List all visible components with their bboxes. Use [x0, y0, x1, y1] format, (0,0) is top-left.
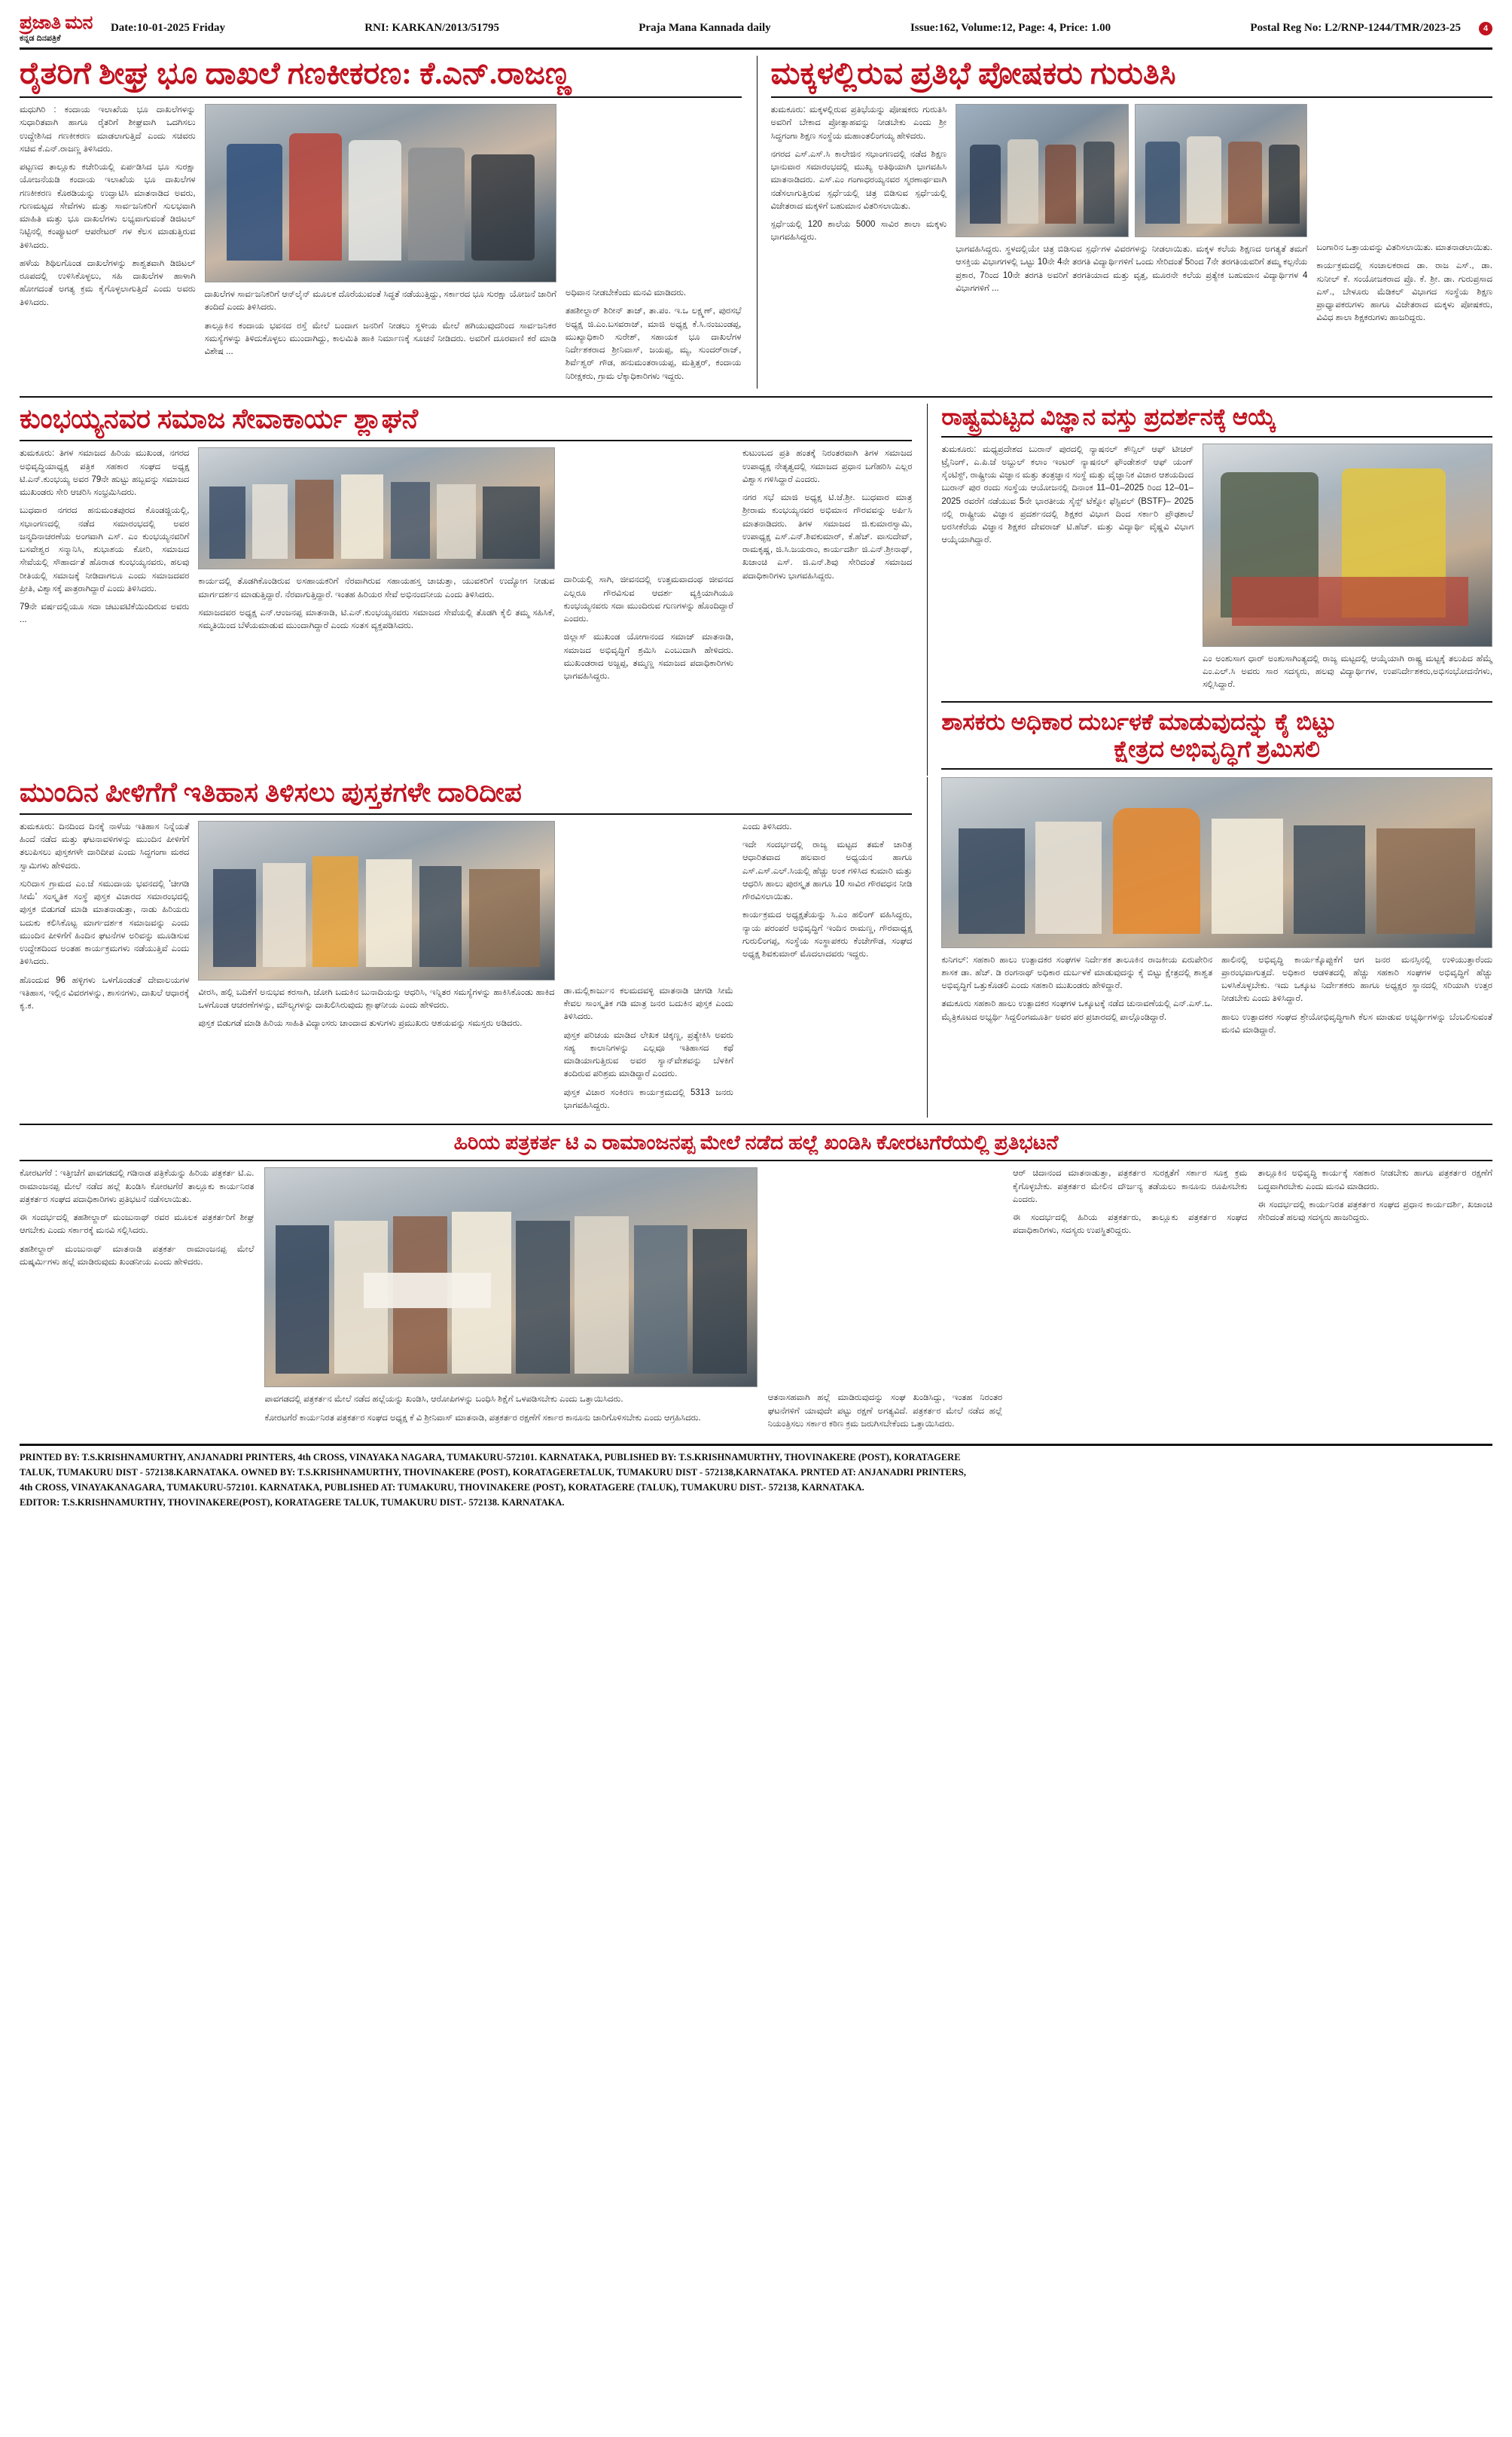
- story-kumbhayya: [20, 404, 912, 776]
- paragraph: ನಗರದ ಎಸ್.ಎಸ್.ಸಿ ಕಾಲೇಜಿನ ಸಭಾಂಗಣದಲ್ಲಿ ನಡೆದ ಶಿಕ್ಷಣ ಭಾನುವಾರ ಸಮಾರಂಭದಲ್ಲಿ ಮುಖ್ಯ ಅತಿಥಿಯಾಗಿ ಭಾಗವಹಿಸಿ ಮಾತನಾಡಿದರು. ಎಸ್.ಎಂ ಗಂಗಾಧರಯ್ಯನವರ ಸ್ಮರಣಾರ್ಥವಾಗಿ ನಡೆಸಲಾಗುತ್ತಿರುವ ಸ್ಪರ್ಧೆಯಲ್ಲಿ ಚಿತ್ರ ಬಿಡಿಸುವ ಸ್ಪರ್ಧೆಯಲ್ಲಿ ವಿಜೇತರಾದ ಮಕ್ಕಳಿಗೆ ಬಹುಮಾನ ವಿತರಿಸಲಾಯಿತು.: [770, 149, 947, 211]
- paragraph: ಡಾ.ಮಲ್ಲಿಕಾರ್ಜುನ ಕಲಮದವಳ್ಳಿ ಮಾತನಾಡಿ ಚೀಗಡಿ ಸೀಮೆ ಕೇವಲ ಸಾಂಸ್ಕೃತಿಕ ಗಡಿ ಮಾತ್ರ ಜನರ ಬದುಕಿನ ಪುಸ್ತಕ ಎಂದು ತಿಳಿಸಿದರು.: [563, 986, 733, 1022]
- logo-title: ಪ್ರಜಾತಿ ಮನ: [20, 13, 93, 33]
- paragraph: ಈ ಸಂದರ್ಭದಲ್ಲಿ ಹಿರಿಯ ಪತ್ರಕರ್ತರು, ತಾಲ್ಲೂಕು ಪತ್ರಕರ್ತರ ಸಂಘದ ಪದಾಧಿಕಾರಿಗಳು, ಸದಸ್ಯರು ಉಪಸ್ಥಿತರಿದ್ದರು.: [1013, 1213, 1248, 1236]
- paragraph: ಹಳೆಯ ಶಿಥಿಲಗೊಂಡ ದಾಖಲೆಗಳನ್ನು ಶಾಶ್ವತವಾಗಿ ಡಿಜಿಟಲ್ ರೂಪದಲ್ಲಿ ಉಳಿಸಿಕೊಳ್ಳಲು, ಸಹಿ ದಾಖಲೆಗಳ ಹಾಳಾಗಿ ಹೋಗದಂತೆ ಅಗತ್ಯ ಕ್ರಮ ಕೈಗೊಳ್ಳಲಾಗುತ್ತಿದೆ ಎಂದು ಅವರು ತಿಳಿಸಿದರು.: [20, 258, 196, 307]
- story5-col1: [941, 954, 1212, 1043]
- paragraph: ಆರ್ ಚಿದಾನಂದ ಮಾತನಾಡುತ್ತಾ, ಪತ್ರಕರ್ತರ ಸುರಕ್ಷತೆಗೆ ಸರ್ಕಾರ ಸೂಕ್ತ ಕ್ರಮ ಕೈಗೊಳ್ಳಬೇಕು. ಪತ್ರಕರ್ತರ ಮೇಲಿನ ದೌರ್ಜನ್ಯ ತಡೆಯಲು ಕಾನೂನು ರೂಪಿಸಬೇಕು ಎಂದರು.: [1013, 1169, 1248, 1204]
- story3-headline: ಕುಂಭಯ್ಯನವರ ಸಮಾಜ ಸೇವಾಕಾರ್ಯ ಶ್ಲಾಘನೆ: [20, 403, 419, 434]
- story3-col1: [20, 447, 189, 688]
- story3-col3: [564, 447, 733, 688]
- photo-land-records-office: [205, 104, 556, 282]
- imprint-line-1: PRINTED BY: T.S.KRISHNAMURTHY, ANJANADRI PRINTERS, 4th CROSS, VINAYAKA NAGARA, TUMAKURU-572101. KARNATAKA, PUBLISHED BY: T.S.KRISHNAMURTHY, THOVINAKERE (POST), KORATAGERE: [20, 1452, 961, 1463]
- story5-col2: [1221, 954, 1492, 1043]
- paragraph: ಪುಸ್ತಕ ವಿಚಾರ ಸಂಕಿರಣ ಕಾರ್ಯಕ್ರಮದಲ್ಲಿ 5313 ಜನರು ಭಾಗವಹಿಸಿದ್ದರು.: [563, 1087, 733, 1110]
- story5-body: [927, 777, 1492, 1118]
- story5-headline-line2: ಕ್ಷೇತ್ರದ ಅಭಿವೃದ್ಧಿಗೆ ಶ್ರಮಿಸಲಿ: [1114, 735, 1320, 762]
- story-journalist-protest: [20, 1131, 1492, 1436]
- paragraph: ಎಂ ಅಂಶುಸಾಗ ಧಾರ್ ಅಂಶುಸಾಗಿಂತ್ಯದಲ್ಲಿ ರಾಜ್ಯ ಮಟ್ಟದಲ್ಲಿ ಆಯ್ಕೆಯಾಗಿ ರಾಷ್ಟ್ರ ಮಟ್ಟಕ್ಕೆ ತಲುಪಿದ ಹೆಮ್ಮೆ ಎಂ.ಎಲ್.ಸಿ ಅವರು ಸಾರ ಸದಸ್ಯರು, ಹಲವು ವಿದ್ಯಾರ್ಥಿಗಳ, ಉಪನಿರ್ದೇಶಕರು,ಅಭಿಸಂಭೋದನೆಗಳು, ಸಲ್ಲಿಸಿದ್ದಾರೆ.: [1203, 654, 1492, 690]
- story6-col3: [564, 821, 733, 1118]
- photo-journalist-protest: [264, 1167, 757, 1387]
- story-land-records: [20, 56, 742, 389]
- masthead-issue: Issue:162, Volume:12, Page: 4, Price: 1.00: [910, 22, 1111, 34]
- paragraph: ಕಾರ್ಯಕ್ರಮದ ಅಧ್ಯಕ್ಷತೆಯನ್ನು ಸಿ.ಎಂ ಹಲಿಂಗ್ ವಹಿಸಿದ್ದರು, ನ್ಯಾಯ ಪರಂಪರೆ ಅಭಿವೃದ್ಧಿಗೆ ಇಂದಿನ ರಾಮಣ್ಣ, ಗೌರವಾಧ್ಯಕ್ಷ ಗುರುಲಿಂಗಪ್ಪ, ಸಂಸ್ಥೆಯ ಸಂಸ್ಥಾಪಕರು ಕೆಂಚೇಗೌಡ, ಸಂಘದ ಅಧ್ಯಕ್ಷ ಶಿವಕುಮಾರ್ ಮೊದಲಾದವರು ಇದ್ದರು.: [742, 910, 913, 959]
- paragraph: ವೀರಸಿ, ಹಲ್ಲಿ ಬದಿಕೆಗೆ ಅನುಭವ ಕರಸಾಗಿ, ಜೋಗಿ ಬದುಕಿನ ಬುನಾದಿಯನ್ನು ಆಧರಿಸಿ, ಇನ್ನಿತರ ಸಮಸ್ಯೆಗಳನ್ನು ಹಾಕಿಸಿಕೊಂಡು ಹಾಕಿದ ಒಳಗೊಂಡ ಆಚರಣೆಗಳನ್ನು, ಮೌಲ್ಯಗಳನ್ನು ದಾಖಲಿಸಿರುವುದು ಶ್ಲಾಘನೀಯ ಎಂದು ಹೇಳಿದರು.: [198, 987, 555, 1011]
- story7-headline: ಹಿರಿಯ ಪತ್ರಕರ್ತ ಟಿ ಎ ರಾಮಾಂಜನಪ್ಪ ಮೇಲೆ ನಡೆದ ಹಲ್ಲೆ ಖಂಡಿಸಿ ಕೋರಟಗೆರೆಯಲ್ಲಿ ಪ್ರತಿಭಟನೆ: [453, 1131, 1059, 1154]
- paragraph: ತುಮಕೂರು: ತಿಗಳ ಸಮಾಜದ ಹಿರಿಯ ಮುಖಂಡ, ನಗರದ ಅಭಿವೃದ್ಧಿಯಾಧ್ಯಕ್ಷ ಪತ್ರಿಕ ಸಹಕಾರ ಸಂಘದ ಅಧ್ಯಕ್ಷ ಟಿ.ಎನ್.ಕುಂಭಯ್ಯ ಅವರ 79ನೇ ಹುಟ್ಟು ಹಬ್ಬವನ್ನು ಸಮಾಜದ ಮುಖಂಡರು ಸೇರಿ ಆಚರಿಸಿ ಸಂಭ್ರಮಿಸಿದರು.: [20, 449, 190, 498]
- logo-subtitle: ಕನ್ನಡ ದಿನಪತ್ರಿಕೆ: [20, 34, 61, 43]
- story7-col5: [1258, 1167, 1492, 1436]
- story1-headline: ರೈತರಿಗೆ ಶೀಘ್ರ ಭೂ ದಾಖಲೆ ಗಣಕೀಕರಣ: ಕೆ.ಎನ್.ರಾಜಣ್ಣ: [20, 56, 572, 90]
- second-band: [20, 404, 1492, 776]
- story6-col1: [20, 821, 189, 1118]
- story6-middle: [198, 821, 554, 1118]
- story-children-talent: [757, 56, 1493, 389]
- story6-col4: [742, 821, 912, 1118]
- paragraph: ಪುಸ್ತಕ ಪರಿಚಯ ಮಾಡಿದ ಲೇಖಕ ಚಿಕ್ಕಣ್ಣ, ಪ್ರತ್ಯೇಕಿಸಿ ಅವರು ಸಹ್ಯ ಕಾಲಾನಿಗಳನ್ನು ಎಲ್ಲವೂ ಇತಿಹಾಸದ ಕಥೆ ಮಾಡಿಯಾಗುತ್ತಿರುವ ಅವರ ಸ್ಯಾನ್‌ವೇಶವನ್ನು ಬೆಳಕಿಗೆ ತಂದಿರುವ ಪರಿಶ್ರಮ ಮಾಡಿದ್ದಾರೆ ಎಂದರು.: [563, 1030, 733, 1079]
- paragraph: ಮಧುಗಿರಿ : ಕಂದಾಯ ಇಲಾಖೆಯ ಭೂ ದಾಖಲೆಗಳನ್ನು ಸುಧಾರಿತವಾಗಿ ಹಾಗೂ ರೈತರಿಗೆ ಶೀಘ್ರವಾಗಿ ಒದಗಿಸಲು ಉದ್ದೇಶಿಸಿದ ಗಣಕೀಕರಣ ಮಾಡಲಾಗುತ್ತಿದೆ ಎಂದು ಸಚಿವರು ಸಚಿವ ಕೆ.ಎನ್.ರಾಜಣ್ಣ ತಿಳಿಸಿದರು.: [20, 105, 196, 154]
- masthead-title: Praja Mana Kannada daily: [639, 22, 771, 34]
- story2-headline: ಮಕ್ಕಳಲ್ಲಿರುವ ಪ್ರತಿಭೆ ಪೋಷಕರು ಗುರುತಿಸಿ: [770, 56, 1176, 90]
- paragraph: ಪಟ್ಟಣದ ತಾಲ್ಲೂಕು ಕಚೇರಿಯಲ್ಲಿ ಏರ್ಪಡಿಸಿದ ಭೂ ಸುರಕ್ಷಾ ಯೋಜನೆಯಡಿ ಕಂದಾಯ ಇಲಾಖೆಯ ಭೂ ದಾಖಲೆಗಳ ಗಣಕೀಕರಣ ಕೊಠಡಿಯನ್ನು ಉದ್ಘಾಟಿಸಿ ಮಾತನಾಡಿದ ಅವರು, ಗುಣಮಟ್ಟದ ಸೇವೆಗಳು ಮತ್ತು ಸಾರ್ವಜನಿಕರಿಗೆ ಸುಲಭವಾಗಿ ಮಾಹಿತಿ ಮತ್ತು ಭೂ ದಾಖಲೆಗಳು ಲಭ್ಯವಾಗುವಂತೆ ಡಿಜಿಟಲ್ ನಿಟ್ಟಿನಲ್ಲಿ ಕಂಪ್ಯೂಟರ್ ಆಪರೇಟರ್ ಗಳ ಕೆಲಸ ಮಾಡುತ್ತಿರುವ ತಿಳಿಸಿದರು.: [20, 163, 196, 250]
- paragraph: ತಹಶೀಲ್ದಾರ್ ಮಂಜುನಾಥ್ ಮಾತನಾಡಿ ಪತ್ರಕರ್ತ ರಾಮಾಂಜನಪ್ಪ ಮೇಲೆ ದುಷ್ಕರ್ಮಿಗಳು ಹಲ್ಲೆ ಮಾಡಿರುವುದು ಖಂಡನೀಯ ಎಂದು ಹೇಳಿದರು.: [20, 1244, 255, 1267]
- paragraph: ಪಾವಗಡದಲ್ಲಿ ಪತ್ರಕರ್ತನ ಮೇಲೆ ನಡೆದ ಹಲ್ಲೆಯನ್ನು ಖಂಡಿಸಿ, ಆರೋಪಿಗಳನ್ನು ಬಂಧಿಸಿ ಶಿಕ್ಷೆಗೆ ಒಳಪಡಿಸಬೇಕು ಎಂದು ಒತ್ತಾಯಿಸಿದರು.: [264, 1395, 623, 1405]
- story7-photo-col: [264, 1167, 757, 1436]
- paragraph: ತಾಲ್ಲೂಕಿನ ಅಭಿವೃದ್ಧಿ ಕಾರ್ಯಕ್ಕೆ ಸಹಕಾರ ನೀಡಬೇಕು ಹಾಗೂ ಪತ್ರಕರ್ತರ ರಕ್ಷಣೆಗೆ ಬದ್ಧವಾಗಿರಬೇಕು ಎಂದು ಮನವಿ ಮಾಡಿದರು.: [1257, 1169, 1492, 1191]
- paragraph: ಕುಟುಂಬದ ಪ್ರತಿ ಹಂತಕ್ಕೆ ನಿರಂತರವಾಗಿ ತಿಗಳ ಸಮಾಜದ ಉಪಾಧ್ಯಕ್ಷ ನೇತೃತ್ವದಲ್ಲಿ ಸಮಾಜದ ಪ್ರಧಾನ ಬಗೆಹರಿಸಿ ಎಲ್ಲರ ವಿಶ್ವಾಸ ಗಳಿಸಿದ್ದಾರೆ ಎಂದರು.: [742, 449, 913, 484]
- paragraph: ತಾಲ್ಲೂಕಿನ ಕಂದಾಯ ಭವನದ ರಸ್ತೆ ಮೇಲೆ ಬಂದಾಗ ಜನರಿಗೆ ನೀಡಲು ಸ್ಥಳೀಯ ಮೇಲೆ ಹಗಿಯುವುದರಿಂದ ಸಾರ್ವಜನಿಕರ ಸಮಸ್ಯೆಗಳನ್ನು ತಿಳಿದುಕೊಳ್ಳಲು ಮುಂದಾಗಿದ್ದು, ಕಾಲಮಿತಿ ಹಾಕಿ ನಿರ್ಮಾಣಕ್ಕೆ ಸೂಚನೆ ನೀಡಿದರು. ಅವರಿಗೆ ದೂರವಾಣಿ ಕರೆ ಮಾಡಿ ವಿಶೇಷ ...: [204, 321, 556, 357]
- paragraph: ಹಾಲು ಉತ್ಪಾದಕರ ಸಂಘದ ಶ್ರೇಯೋಭಿವೃದ್ಧಿಗಾಗಿ ಕೆಲಸ ಮಾಡುವ ಅಭ್ಯರ್ಥಿಗಳನ್ನು ಬೆಂಬಲಿಸುವಂತೆ ಮನವಿ ಮಾಡಿದ್ದಾರೆ.: [1221, 1012, 1493, 1035]
- paragraph: ಸ್ಪರ್ಧೆಯಲ್ಲಿ 120 ಶಾಲೆಯ 5000 ಸಾವಿರ ಶಾಲಾ ಮಕ್ಕಳು ಭಾಗವಹಿಸಿದ್ದರು.: [770, 220, 947, 242]
- paragraph: ಈ ಸಂದರ್ಭದಲ್ಲಿ ಕಾರ್ಯನಿರತ ಪತ್ರಕರ್ತರ ಸಂಘದ ಪ್ರಧಾನ ಕಾರ್ಯದರ್ಶಿ, ಖಜಾಂಚಿ ಸೇರಿದಂತೆ ಹಲವು ಸದಸ್ಯರು ಹಾಜರಿದ್ದರು.: [1257, 1200, 1492, 1222]
- paragraph: ಭಾಗವಹಿಸಿದ್ದರು. ಸ್ಥಳದಲ್ಲಿಯೇ ಚಿತ್ರ ಬಿಡಿಸುವ ಸ್ಪರ್ಧೆಗಳ ವಿವರಗಳನ್ನು ನೀಡಲಾಯಿತು. ಮಕ್ಕಳ ಕಲೆಯ ಶಿಕ್ಷಣದ ಅಗತ್ಯತೆ ತಮಗೆ ಆಸಕ್ತಿಯ ವಿಭಾಗಗಳಲ್ಲಿ ಒಟ್ಟು 10ನೇ 4ನೇ ತರಗತಿ ವಿದ್ಯಾರ್ಥಿಗಳಿಗೆ ಒಂದು ಸೇರಿದಂತೆ 5ರಿಂದ 7ನೇ ತರಗತಿಯವರಿಗೆ ತಮ್ಮ ಕಲ್ಪನೆಯ ಪ್ರಕಾರ, 7ರಿಂದ 10ನೇ ತರಗತಿ ಅವರಿಗೆ ತರಗತಿಯಾದ ಮತ್ತು ವೃತ್ತ, ಮೂರನೇ ಕಲೆಯ ಪ್ರತ್ಯೇಕ ಬಹುಮಾನ ವಿದ್ಯಾರ್ಥಿಗಳ 4 ವಿಭಾಗಗಳಿಗೆ ...: [956, 245, 1308, 293]
- page-number-badge: 4: [1479, 22, 1492, 35]
- masthead-meta: [103, 22, 1468, 35]
- photo-kumbhayya-felicitation: [198, 447, 554, 569]
- story7-col1: [20, 1167, 254, 1436]
- paragraph: ಪುಸ್ತಕ ಬಿಡುಗಡೆ ಮಾಡಿ ಹಿರಿಯ ಸಾಹಿತಿ ವಿದ್ಯಾಂಸರು ಚಾಂದಾದ ತುಳುಗಳು ಪ್ರಮುಖರು ಆಶಯವನ್ನು ಸಮಸ್ತರು ಅಡಿದರು.: [198, 1019, 523, 1029]
- paragraph: ಆತನಾಸಹವಾಗಿ ಹಲ್ಲೆ ಮಾಡಿರುವುದನ್ನು ಸಂಘ ಖಂಡಿಸಿದ್ದು, ಇಂತಹ ನಿರಂತರ ಘಟನೆಗಳಿಗೆ ಯಾವುದೇ ಪಟ್ಟು ರಕ್ಷಣೆ ಅಗತ್ಯವಿದೆ. ಪತ್ರಕರ್ತರ ಮೇಲೆ ನಡೆದ ಹಲ್ಲೆ ನಿಯಂತ್ರಿಸಲು ಸರ್ಕಾರ ಕಠಿಣ ಕ್ರಮ ಜರುಗಿಸಬೇಕೆಂದು ಒತ್ತಾಯಿಸಿದರು.: [767, 1393, 1003, 1429]
- story3-middle: [198, 447, 554, 688]
- paragraph: ಕಾರ್ಯಕ್ರಮದಲ್ಲಿ ಸಂಚಾಲಕರಾದ ಡಾ. ರಾಜ ಎಸ್., ಡಾ. ಸುನೀಲ್ ಕೆ. ಸಂಯೋಜಕರಾದ ಪ್ರೊ. ಕೆ. ಶ್ರೀ. ಡಾ. ಗುರುಪ್ರಸಾದ ಎಸ್., ಬೇಳೂರು ಮೆಡಿಕಲ್ ವಿಭಾಗದ ಸಂಸ್ಥೆಯ ಶಿಕ್ಷಣ ಪ್ರಾಧ್ಯಾಪಕರುಗಳು ಹಾಗೂ ವಿಜೇತರಾದ ಮಕ್ಕಳು ಪೋಷಕರು, ವಿವಿಧ ಶಾಲಾ ಶಿಕ್ಷಕರುಗಳು ಹಾಜರಿದ್ದರು.: [1316, 261, 1492, 323]
- paragraph: ಕುನಿಗಲ್: ಸಹಕಾರಿ ಹಾಲು ಉತ್ಪಾದಕರ ಸಂಘಗಳ ನಿರ್ದೇಶಕ ತಾಲೂಕಿನ ರಾಜಕೀಯ ಏರುಪೇರಿನ ಶಾಸಕ ಡಾ. ಹೆಚ್. ಡಿ ರಂಗನಾಥ್ ಅಧಿಕಾರ ದುರ್ಬಳಕೆ ಮಾಡುವುದನ್ನು ಕೈ ಬಿಟ್ಟು ಕ್ಷೇತ್ರದಲ್ಲಿ ಶಾಶ್ವತ ಅಭಿವೃದ್ಧಿಗೆ ಒತ್ತುಕೊಡಲಿ ಎಂದು ಸಹಕಾರಿ ಮುಖಂಡರು ಹೇಳಿದ್ದಾರೆ.: [941, 955, 1213, 991]
- paragraph: ಸಮಾಜದವರ ಅಧ್ಯಕ್ಷ ಎನ್.ಆಂಜನಪ್ಪ ಮಾತನಾಡಿ, ಟಿ.ಎನ್.ಕುಂಭಯ್ಯನವರು ಸಮಾಜದ ಸೇವೆಯಲ್ಲಿ ತೊಡಗಿ ಕೈಲಿ ತಮ್ಮ ಸಹಿಸಿಕೆ, ಸಮ್ಮತಿಯಿಂದ ಬೆಳೆಯಮಾಡುವ ಮುಂದಾಗಿದ್ದಾರೆ ಎಂದು ಸಂತಸ ವ್ಯಕ್ತಪಡಿಸಿದರು.: [198, 608, 555, 631]
- masthead: [20, 14, 1492, 50]
- top-band: [20, 56, 1492, 389]
- story7-col3: [768, 1167, 1002, 1436]
- paragraph: ಸುರಿದಾಸ ಗ್ರಾಮದ ಎಂ.ಜೆ ಸಮುದಾಯ ಭವನದಲ್ಲಿ 'ಚೀಗಡಿ ಸೀಮೆ' ಸಂಸ್ಕೃತಿಕ ಸಂಸ್ಥೆ ಪುಸ್ತಕ ವಿಚಾರದ ಸಮಾರಂಭದಲ್ಲಿ ಪುಸ್ತಕ ಬಿಡುಗಡೆ ಮಾಡಿ ಮಾತನಾಡುತ್ತಾ, ನಾಡು ಹಿರಿಯರು ಬದುಕು ಕಲಿಸಿಕೊಟ್ಟ ಮಾರ್ಗದರ್ಶಕ ಸಮಾಜವನ್ನು ಎಂದು ಮುಂದಿನ ಪೀಳಿಗೆಗೆ ಹಿಂದಿನ ಘಟನೆಗಳ ಅರಿವನ್ನು ಮೂಡಿಸುವ ಉದ್ದೇಶದಿಂದ ಅಂತಹ ಕಾರ್ಯಕ್ರಮಗಳು ನಡೆಯುತ್ತಿವೆ ಎಂದು ತಿಳಿಸಿದರು.: [20, 879, 190, 967]
- paragraph: ಕಾರ್ಯದಲ್ಲಿ ತೊಡಗಿಕೊಂಡಿರುವ ಅಸಹಾಯಕರಿಗೆ ನೆರವಾಗಿರುವ ಸಹಾಯಹಸ್ತ ಚಾಚುತ್ತಾ, ಯುವಕರಿಗೆ ಉದ್ಯೋಗ ನೀಡುವ ಮಾರ್ಗದರ್ಶನ ಮಾಡುತ್ತಿದ್ದಾರೆ. ನೆರವಾಗುತ್ತಿದ್ದಾರೆ. ಇಂತಹ ಹಿರಿಯರ ಸೇವೆ ಅಭಿನಂದನೀಯ ಎಂದು ತಿಳಿಸಿದರು.: [198, 577, 555, 599]
- story2-middle: [956, 104, 1307, 331]
- masthead-postal: Postal Reg No: L2/RNP-1244/TMR/2023-25: [1250, 22, 1461, 34]
- paragraph: ದಾರಿಯಲ್ಲಿ ಸಾಗಿ, ಜೀವನದಲ್ಲಿ ಉತ್ತಮವಾದಂಥ ಜೀವನದ ಎಲ್ಲರೂ ಗೌರವಿಸುವ ಆದರ್ಶ ವ್ಯಕ್ತಿಯಾಗಿಯೂ ಕುಂಭಯ್ಯನವರು ಸದಾ ಮುಂದಿರುವ ಗುಣಗಳನ್ನು ಹೊಂದಿದ್ದಾರೆ ಎಂದರು.: [563, 575, 733, 624]
- story7-col4: [1013, 1167, 1247, 1436]
- paragraph: ತುಮಕೂರು: ದಿನದಿಂದ ದಿನಕ್ಕೆ ನಾಳೆಯ ಇತಿಹಾಸ ನಿನ್ನೆಯತೆ ಹಿಂದೆ ನಡೆದ ಮತ್ತು ಘಟನಾವಳಿಗಳನ್ನು ಮುಂದಿನ ಪೀಳಿಗೆಗೆ ತಲುಪಿಸಲು ಪುಸ್ತಕಗಳೇ ದಾರಿದೀಪ ಎಂದು ಸಿದ್ಧಗಂಗಾ ಮಠದ ಸ್ವಾಮಿಗಳು ಹೇಳಿದರು.: [20, 822, 190, 871]
- story4-col1: [941, 444, 1193, 697]
- story2-col3: [1316, 104, 1492, 331]
- story4-right: [1203, 444, 1492, 697]
- paragraph: ಅಧಿವಾನ ನೀಡಬೇಕೆಂದು ಮನವಿ ಮಾಡಿದರು.: [565, 288, 687, 298]
- paragraph: ತುಮಕೂರು: ಮಕ್ಕಳಲ್ಲಿರುವ ಪ್ರತಿಭೆಯನ್ನು ಪೋಷಕರು ಗುರುತಿಸಿ ಅವರಿಗೆ ಬೇಕಾದ ಪ್ರೋತ್ಸಾಹವನ್ನು ನೀಡಬೇಕು ಎಂದು ಶ್ರೀ ಸಿದ್ಧಗಂಗಾ ಶಿಕ್ಷಣ ಸಂಸ್ಥೆಯ ಮಹಾಂತಲಿಂಗಯ್ಯ ಹೇಳಿದರು.: [770, 105, 947, 141]
- imprint-line-4: EDITOR: T.S.KRISHNAMURTHY, THOVINAKERE(POST), KORATAGERE TALUK, TUMAKURU DIST.- 572138. KARNATAKA.: [20, 1497, 565, 1508]
- photo-science-fair-winners: [1203, 444, 1492, 647]
- paragraph: ಇದೇ ಸಂದರ್ಭದಲ್ಲಿ ರಾಜ್ಯ ಮಟ್ಟದ ತಮಕೆ ಚಾರಿತ್ರ ಆಧಾರಿತವಾದ ಹಲವಾರ ಅಧ್ಯಯನ ಹಾಗೂ ಎಸ್.ಎಸ್.ಎಲ್.ಸಿಯಲ್ಲಿ ಹೆಚ್ಚು ಅಂಕ ಗಳಿಸಿದ ಕುಮಾರಿ ಮತ್ತು ಆಧರಿಸಿ ಹಾಲು ಪುರಸ್ಕೃತ ಹಾಗೂ 10 ಸಾವಿರ ಗೌರವಧನ ನೀಡಿ ಗೌರವಿಸಲಾಯಿತು.: [742, 840, 913, 902]
- paragraph: ತಮಕೂರು ಸಹಕಾರಿ ಹಾಲು ಉತ್ಪಾದಕರ ಸಂಘಗಳ ಒಕ್ಕೂಟಕ್ಕೆ ನಡೆದ ಚುನಾವಣೆಯಲ್ಲಿ ಎನ್.ಎಸ್.ಒ. ಮೈತ್ರಿಕೂಟದ ಅಭ್ಯರ್ಥಿ ಸಿದ್ದಲಿಂಗಮೂರ್ತಿ ಅವರ ಪರ ಪ್ರಚಾರದಲ್ಲಿ ಪಾಲ್ಗೊಂಡಿದ್ದಾರೆ.: [941, 999, 1213, 1022]
- paragraph: ಜಿಲ್ಲಾಸ್ ಮುಖಂಡ ಯೋಗಾನಂದ ಸಮಾಜ್ ಮಾತನಾಡಿ, ಸಮಾಜದ ಅಭಿವೃದ್ಧಿಗೆ ಶ್ರಮಿಸಿ ಎಂಬುದಾಗಿ ಹೇಳಿದರು. ಮುಖಂಡರಾದ ಅಜ್ಜಪ್ಪ, ತಮ್ಮಣ್ಣ ಸಮಾಜದ ಪದಾಧಿಕಾರಿಗಳು ಭಾಗವಹಿಸಿದ್ದರು.: [563, 633, 733, 682]
- paragraph: ಕೋರಟಗೆರೆ : ಇತ್ತೀಚೆಗೆ ಪಾವಗಡದಲ್ಲಿ ಗಡಿನಾಡ ಪತ್ರಿಕೆಯನ್ನು ಹಿರಿಯ ಪತ್ರಕರ್ತ ಟಿ.ಎ. ರಾಮಾಂಜನಪ್ಪ ಮೇಲೆ ನಡೆದ ಹಲ್ಲೆ ಖಂಡಿಸಿ ಕೋರಟಗೆರೆ ತಾಲ್ಲೂಕು ಕಾರ್ಯನಿರತ ಪತ್ರಕರ್ತರ ಸಂಘದ ಪದಾಧಿಕಾರಿಗಳು ಪ್ರತಿಭಟನೆ ನಡೆಸಲಾಯಿತು.: [20, 1169, 255, 1204]
- imprint-line-3: 4th CROSS, VINAYAKANAGARA, TUMAKURU-572101. KARNATAKA, PUBLISHED AT: TUMAKURU, THOVINAKERE (POST), KORATAGERE (TALUK), TUMAKURU DIST.- 572138, KARNATAKA.: [20, 1482, 864, 1493]
- paragraph: ನಗರ ಸಭೆ ಮಾಜಿ ಅಧ್ಯಕ್ಷ ಟಿ.ಜೆ.ಶ್ರೀ. ಬುಧವಾರ ಮಾತ್ರ ಶ್ರೀರಾಮ ಕುಂಭಯ್ಯನವರ ಅಭಿಮಾನ ಗೌರವವನ್ನು ಅರ್ಪಿಸಿ ಮಾತನಾಡಿದರು. ತಿಗಳ ಸಮಾಜದ ಜಿ.ಕುಮಾರಸ್ವಾಮಿ, ಉಪಾಧ್ಯಕ್ಷ ಎಸ್.ಎನ್.ಶಿವಕುಮಾರ್, ಕೆ.ಹೆಚ್. ವಾಸುದೇವ್, ರಾಮಕೃಷ್ಣ, ಜಿ.ಸಿ.ಜಯರಾಂ, ಕಾರ್ಯದರ್ಶಿ ಜಿ.ಎನ್.ಶ್ರೀನಾಥ್, ಖಜಾಂಚಿ ಎಸ್. ಜಿ.ಎನ್.ಶಿವು ಸೇರಿದಂತೆ ಸಮಾಜದ ಪದಾಧಿಕಾರಿಗಳು ಭಾಗವಹಿಸಿದ್ದರು.: [742, 493, 913, 581]
- paragraph: ಎಂದು ತಿಳಿಸಿದರು.: [742, 822, 792, 831]
- story2-col1: [771, 104, 947, 331]
- paragraph: ಕೋರಟಗೆರೆ ಕಾರ್ಯನಿರತ ಪತ್ರಕರ್ತರ ಸಂಘದ ಅಧ್ಯಕ್ಷ ಕೆ ವಿ ಶ್ರೀನಿವಾಸ್ ಮಾತನಾಡಿ, ಪತ್ರಕರ್ತರ ರಕ್ಷಣೆಗೆ ಸರ್ಕಾರ ಕಾನೂನು ಜಾರಿಗೊಳಿಸಬೇಕು ಎಂದು ಆಗ್ರಹಿಸಿದರು.: [264, 1413, 701, 1423]
- imprint-line-2: TALUK, TUMAKURU DIST - 572138.KARNATAKA. OWNED BY: T.S.KRISHNAMURTHY, THOVINAKERE (POST), KORATAGERETALUK, TUMAKURU DIST - 572138,KARNATAKA. PRNTED AT: ANJANADRI PRINTERS,: [20, 1467, 966, 1478]
- photo-students-award-ceremony-2: [1135, 104, 1308, 237]
- paragraph: ಬಂಗಾರಿನ ಒತ್ತಾಯವನ್ನು ವಿತರಿಸಲಾಯಿತು. ಮಾತನಾಡಲಾಯಿತು.: [1316, 243, 1492, 253]
- story-science-and-mla: [927, 404, 1492, 776]
- paragraph: 79ನೇ ವರ್ಷದಲ್ಲಿಯೂ ಸದಾ ಚಟುವಟಿಕೆಯಿಂದಿರುವ ಅವರು ...: [20, 602, 190, 625]
- story6-headline: ಮುಂದಿನ ಪೀಳಿಗೆಗೆ ಇತಿಹಾಸ ತಿಳಿಸಲು ಪುಸ್ತಕಗಳೇ ದಾರಿದೀಪ: [20, 776, 522, 807]
- paragraph: ಈ ಸಂದರ್ಭದಲ್ಲಿ ತಹಶೀಲ್ದಾರ್ ಮಂಜುನಾಥ್ ರವರ ಮೂಲಕ ಪತ್ರಕರ್ತರಿಗೆ ಶೀಘ್ರ ಆಗಬೇಕು ಎಂದು ಸರ್ಕಾರಕ್ಕೆ ಮನವಿ ಸಲ್ಲಿಸಿದರು.: [20, 1213, 255, 1236]
- photo-book-release: [198, 821, 554, 981]
- story3-col4: [742, 447, 912, 688]
- newspaper-logo: [20, 14, 93, 43]
- masthead-rni: RNI: KARKAN/2013/51795: [364, 22, 499, 34]
- third-band: [20, 777, 1492, 1118]
- story4-headline: ರಾಷ್ಟ್ರಮಟ್ಟದ ವಿಜ್ಞಾನ ವಸ್ತು ಪ್ರದರ್ಶನಕ್ಕೆ ಆಯ್ಕೆ: [941, 403, 1276, 430]
- story-history-books: [20, 777, 912, 1118]
- story1-col3: [565, 104, 742, 389]
- imprint-footer: [20, 1444, 1492, 1510]
- photo-garland-felicitation: [941, 777, 1492, 948]
- photo-students-award-ceremony-1: [956, 104, 1129, 237]
- paragraph: ಹಾಲಿನಲ್ಲಿ ಅಭಿವೃದ್ಧಿ ಕಾರ್ಯಕ್ಕೊಪ್ಪುಕೆಗೆ ಆಗ ಜನರ ಮನಸ್ಸಿನಲ್ಲಿ ಉಳಿಯುತ್ತಾರೆಂದು ಪ್ರಾರಂಭವಾಗುತ್ತದೆ. ಅಧಿಕಾರ ಆಡಳಿತದಲ್ಲಿ ಹೆಚ್ಚು ಸಹಕಾರಿ ಸಂಘಗಳ ಅಭಿವೃದ್ಧಿಗೆ ಹೆಚ್ಚು ಬಳಸಿಕೊಳ್ಳಬೇಕು. ಇದು ಒಕ್ಕೂಟ ನಿರ್ದೇಶಕರು ಹಾಗೂ ಅಧ್ಯಕ್ಷರ ಸ್ಥಾನದಲ್ಲಿ ಸರಿಯಾಗಿ ಉತ್ತರ ನೀಡಬೇಕು ಎಂದು ತಿಳಿಸಿದ್ದಾರೆ.: [1221, 955, 1493, 1004]
- paragraph: ತಹಶೀಲ್ದಾರ್ ಶಿರೀನ್ ತಾಜ್, ತಾ.ಪಂ. ಇ.ಒ ಲಕ್ಷ್ಮಣ್, ಪುರಸಭೆ ಅಧ್ಯಕ್ಷ ಜಿ.ಎಂ.ಬಸವರಾಜ್, ಮಾಜಿ ಅಧ್ಯಕ್ಷ ಕೆ.ಸಿ.ನಂಜುಂಡಪ್ಪ, ಮುಖ್ಯಾಧಿಕಾರಿ ಸುರೇಶ್, ಸಹಾಯಕ ಭೂ ದಾಖಲೆಗಳ ನಿರ್ದೇಶಕರಾದ ಶ್ರೀನಿವಾಸ್, ಜಯಪ್ಪ, ಮ್ಯ, ಸುಂದರ್‌ರಾಜ್, ಶಿರ್ವೆಶ್ವರ್ ಗೌಡ, ಹನುಮಂತರಾಯಪ್ಪ, ಮತ್ತಿತ್ತರ್, ಕಂದಾಯ ನಿರೀಕ್ಷಕರು, ಗ್ರಾಮ ಲೆಕ್ಕಾಧಿಕಾರಿಗಳು ಇದ್ದರು.: [565, 307, 742, 381]
- paragraph: ದಾಖಲೆಗಳ ಸಾರ್ವಜನಿಕರಿಗೆ ಆನ್‌ಲೈನ್ ಮೂಲಕ ದೊರೆಯುವಂತೆ ಸಿದ್ಧತೆ ನಡೆಯುತ್ತಿದ್ದು, ಸರ್ಕಾರದ ಭೂ ಸುರಕ್ಷಾ ಯೋಜನೆ ಜಾರಿಗೆ ತಂದಿದೆ ಎಂದು ತಿಳಿಸಿದರು.: [204, 290, 556, 313]
- story5-headline-line1: ಶಾಸಕರು ಅಧಿಕಾರ ದುರ್ಬಳಕೆ ಮಾಡುವುದನ್ನು ಕೈ ಬಿಟ್ಟು: [941, 709, 1337, 736]
- paragraph: ಬುಧವಾರ ನಗರದ ಹನುಮಂತಪುರದ ಕೊಂಡಜ್ಜಿಯಲ್ಲಿ, ಸಭಾಂಗಣದಲ್ಲಿ ನಡೆದ ಸಮಾರಂಭದಲ್ಲಿ ಅವರ ಜನ್ಮದಿನಾಚರಣೆಯ ಅಂಗವಾಗಿ ಎಸ್. ಎಂ ಕುಂಭಯ್ಯನವರಿಗೆ ಬಸವೇಶ್ವರ ಸನ್ಮಾನಿಸಿ, ಶುಭಾಶಯ ಕೋರಿ, ಸಮಾಜದ ಸೇವೆಯಲ್ಲಿ ಸೌಹಾರ್ದತೆ ಹೊರಾಡ ಕುಂಭಯ್ಯನವರು, ಹಲವು ರೀತಿಯಲ್ಲಿ ಸಮಾಜಕ್ಕೆ ನೀಡಿದಾಗಲೂ ಎಂದು ಸಮಾಜದವರ ಪ್ರೀತಿ, ವಿಶ್ವಾಸಕ್ಕೆ ಪಾತ್ರರಾಗಿದ್ದಾರೆ ಎಂದು ತಿಳಿಸಿದರು.: [20, 506, 190, 593]
- story1-middle: [205, 104, 556, 389]
- masthead-date: Date:10-01-2025 Friday: [110, 22, 225, 34]
- paragraph: ಹೊಂದುವ 96 ಹಳ್ಳಿಗಳು ಒಳಗೊಂಡಂತೆ ದೇವಾಲಯಗಳ ಇತಿಹಾಸ, ಇಲ್ಲಿನ ವಿವರಗಳನ್ನು, ಶಾಸನಗಳು, ದಾಖಲೆ ಆಧಾರಕ್ಕೆ ಕೃ.ಕ.: [20, 975, 190, 1011]
- story1-col1: [20, 104, 196, 389]
- paragraph: ತುಮಕೂರು: ಮಧ್ಯಪ್ರದೇಶದ ಬುರಾನ್ ಪುರದಲ್ಲಿ ನ್ಯಾಷನಲ್ ಕೌನ್ಸಿಲ್ ಆಫ್ ಟೀಚರ್ ಟ್ರೈನಿಂಗ್, ಎ.ಪಿ.ಜೆ ಅಬ್ದುಲ್ ಕಲಾಂ ಇಂಟರ್ ನ್ಯಾಷನಲ್ ಫೌಂಡೇಶನ್ ಆಫ್ ಯಂಗ್ ಸೈಂಟಿಸ್ಟ್, ರಾಷ್ಟ್ರೀಯ ವಿಜ್ಞಾನ ಮತ್ತು ತಂತ್ರಜ್ಞಾನ ಸಂಸ್ಥೆ ಮತ್ತು ವೈಜ್ಞಾನಿಕ ವಿಚಾರ ಆಶಯದಿಂದ ಬುರಾನ್ ಪುರ ರಂದು ಸಂಸ್ಥೆಯ ಆಯೋಜನಲ್ಲಿ ದಿನಾಂಕ 11–01–2025 ರಿಂದ 12–01–2025 ರವರೆಗೆ ನಡೆಯುವ 5ನೇ ಭಾರತೀಯ ಸೈನ್ಸ್ ಟೆಕ್ನೋ ಫೆಸ್ಟಿವಲ್ (BSTF)– 2025 ನಲ್ಲಿ ರಾಷ್ಟ್ರೀಯ ವಿಜ್ಞಾನ ಪ್ರದರ್ಶನದಲ್ಲಿ ಶಿಕ್ಷಕರ ವಿಭಾಗ ದಿಂದ ಸರ್ಕಾರಿ ಪ್ರೌಢಶಾಲೆ ಅರಸೀಕೆರೆಯ ವಿಜ್ಞಾನ ಶಿಕ್ಷಕರ ದೇವರಾಜ್ ಟಿ.ಹೆಚ್. ಮತ್ತು ವಿದ್ಯಾರ್ಥಿ ವೈಷ್ಣವಿ ವಿಭಾಗ ಆಯ್ಕೆಯಾಗಿದ್ದಾರೆ.: [941, 444, 1194, 545]
